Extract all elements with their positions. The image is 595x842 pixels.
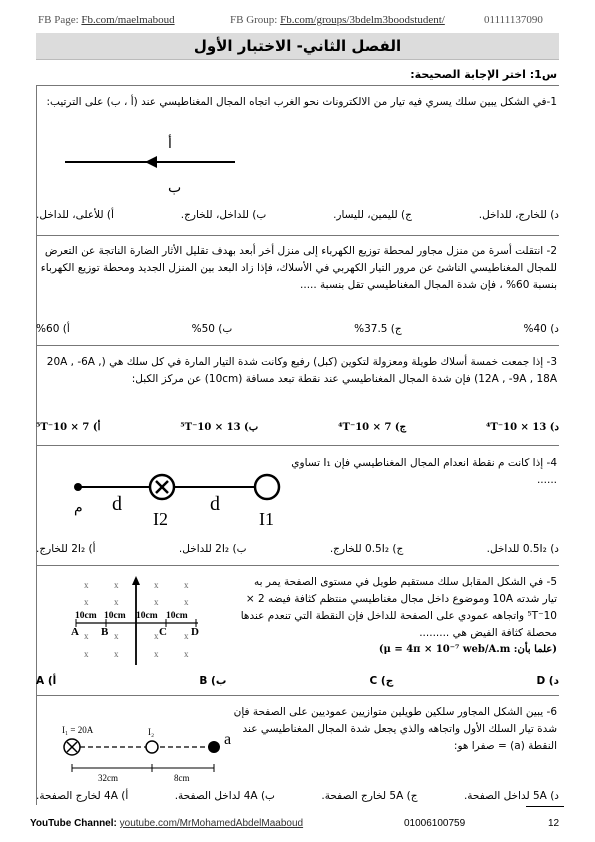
q3-option-b[interactable]: ب) 13 × 10⁻⁵T bbox=[180, 422, 259, 433]
q4-option-a[interactable]: أ) 2I₂ للخارج. bbox=[36, 543, 96, 555]
q6-dist2: 8cm bbox=[174, 773, 190, 783]
q6-label-i2: I₂ bbox=[148, 727, 155, 737]
fb-group-link[interactable]: Fb.com/groups/3bdelm3boodstudent/ bbox=[280, 14, 445, 26]
svg-text:x: x bbox=[184, 580, 189, 590]
q5-options bbox=[36, 675, 559, 687]
q6-dist1: 32cm bbox=[98, 773, 118, 783]
q4-label-d2: d bbox=[210, 493, 220, 515]
wire-i2-icon bbox=[146, 741, 158, 753]
footer-phone: 01006100759 bbox=[404, 818, 466, 829]
q3-option-a[interactable]: أ) 7 × 10⁻⁵T bbox=[36, 422, 101, 433]
svg-text:x: x bbox=[154, 580, 159, 590]
page-title: الفصل الثاني- الاختبار الأول bbox=[193, 37, 402, 55]
title-bar bbox=[36, 33, 559, 60]
page-number: 12 bbox=[548, 818, 560, 829]
q6-label-a: a bbox=[224, 731, 232, 748]
svg-text:x: x bbox=[184, 597, 189, 607]
svg-text:A: A bbox=[71, 626, 79, 638]
svg-text:10cm: 10cm bbox=[104, 611, 126, 621]
fb-page-link[interactable]: Fb.com/maelmaboud bbox=[81, 14, 175, 26]
svg-text:10cm: 10cm bbox=[75, 611, 97, 621]
svg-text:C: C bbox=[159, 626, 167, 638]
separator bbox=[36, 445, 559, 446]
q4-option-b[interactable]: ب) 2I₂ للداخل. bbox=[178, 543, 247, 555]
svg-text:D: D bbox=[191, 626, 199, 638]
separator bbox=[36, 85, 559, 86]
q3-option-d[interactable]: د) 13 × 10⁻⁴T bbox=[486, 422, 559, 433]
svg-text:B: B bbox=[101, 626, 109, 638]
q1-options bbox=[36, 209, 559, 221]
arrow-up-icon bbox=[132, 576, 140, 585]
q4-text: 4- إذا كانت م نقطة انعدام المجال المغناطيسي فإن I₁ تساوي ...... bbox=[291, 457, 557, 486]
q4-label-i2: I2 bbox=[153, 509, 168, 529]
q5-diagram bbox=[68, 573, 228, 668]
svg-text:x: x bbox=[154, 649, 159, 659]
q2-option-a[interactable]: أ) 60% bbox=[36, 323, 70, 335]
q2-option-d[interactable]: د) 40% bbox=[523, 323, 559, 335]
youtube-channel: YouTube Channel: youtube.com/MrMohamedAbdelMaaboud bbox=[30, 818, 304, 829]
q1-label-b: ب bbox=[168, 181, 182, 196]
q6-option-a[interactable]: أ) 4A لخارج الصفحة. bbox=[36, 790, 129, 802]
q4-option-c[interactable]: ج) 0.5I₂ للخارج. bbox=[329, 543, 404, 555]
q4-options bbox=[36, 543, 559, 555]
q5-points bbox=[71, 626, 199, 638]
q1-option-d[interactable]: د) للخارج، للداخل. bbox=[478, 209, 559, 221]
q6-option-b[interactable]: ب) 4A لداخل الصفحة. bbox=[174, 790, 275, 802]
q1-option-c[interactable]: ج) لليمين، لليسار. bbox=[333, 209, 412, 221]
svg-text:10cm: 10cm bbox=[136, 611, 158, 621]
q4-label-m: م bbox=[74, 501, 83, 516]
svg-text:x: x bbox=[184, 649, 189, 659]
point-m bbox=[74, 483, 82, 491]
q4-option-d[interactable]: د) 0.5I₂ للداخل. bbox=[486, 543, 559, 555]
separator bbox=[36, 345, 559, 346]
q6-options bbox=[36, 790, 559, 802]
q6-option-d[interactable]: د) 5A لداخل الصفحة. bbox=[463, 790, 559, 802]
q5-option-c[interactable]: ج) C bbox=[369, 675, 394, 687]
svg-text:10cm: 10cm bbox=[166, 611, 188, 621]
svg-text:x: x bbox=[114, 597, 119, 607]
section-heading: س1: اختر الإجابة الصحيحة: bbox=[410, 68, 557, 81]
q3-text: 3- إذا جمعت خمسة أسلاك طويلة ومعزولة لتكوين (كبل) رفيع وكانت شدة التيار المارة في كل سلك هي (20A , -6A , 12A , -9A , 18A) فإن شدة المجال المغناطيسي عند نقطة تبعد مسافة (10cm) عن مركز الكبل: bbox=[46, 356, 557, 385]
svg-text:x: x bbox=[154, 597, 159, 607]
svg-text:x: x bbox=[114, 649, 119, 659]
q1-option-a[interactable]: أ) للأعلى، للداخل. bbox=[36, 209, 114, 221]
q2-option-b[interactable]: ب) 50% bbox=[191, 323, 233, 335]
q2-option-c[interactable]: ج) 37.5% bbox=[354, 323, 402, 335]
point-a bbox=[208, 741, 220, 753]
svg-text:x: x bbox=[84, 580, 89, 590]
q1-label-a: أ bbox=[168, 137, 172, 152]
q5-option-d[interactable]: د) D bbox=[536, 675, 559, 687]
q4-label-i1: I1 bbox=[259, 509, 274, 529]
q1-diagram bbox=[60, 130, 250, 200]
page-number-rule bbox=[526, 806, 564, 807]
svg-text:x: x bbox=[84, 649, 89, 659]
wire-i1-icon bbox=[255, 475, 279, 499]
q6-diagram bbox=[48, 722, 243, 784]
left-rule bbox=[36, 695, 37, 805]
header-phone: 01111137090 bbox=[484, 14, 543, 26]
q6-label-i1: I₁ = 20A bbox=[62, 725, 94, 735]
q5-note: (علما بأن: μ = 4π × 10⁻⁷ web/A.m) bbox=[378, 644, 557, 655]
q5-text: 5- في الشكل المقابل سلك مستقيم طويل في مستوى الصفحة يمر به تيار شدته 10A وموضوع داخل مجال مغناطيسي منتظم كثافة فيضه 2 × 10⁻⁵T واتجاهه عمودي على الصفحة للداخل فإن النقطة التي تنعدم عندها محصلة كثافة الفيض هي ......... bbox=[240, 576, 557, 639]
separator bbox=[36, 565, 559, 566]
youtube-link[interactable]: youtube.com/MrMohamedAbdelMaaboud bbox=[119, 818, 304, 829]
q2-options bbox=[36, 323, 559, 335]
q5-distances bbox=[75, 611, 188, 621]
q1-option-b[interactable]: ب) للداخل، للخارج. bbox=[180, 209, 267, 221]
arrow-left-icon bbox=[145, 156, 157, 168]
fb-group: FB Group: Fb.com/groups/3bdelm3boodstudent/ bbox=[230, 14, 445, 26]
separator bbox=[36, 695, 559, 696]
q4-diagram bbox=[60, 470, 300, 530]
svg-text:x: x bbox=[114, 580, 119, 590]
fb-page: FB Page: Fb.com/maelmaboud bbox=[38, 14, 175, 26]
svg-text:x: x bbox=[84, 597, 89, 607]
q6-text: 6- يبين الشكل المجاور سلكين طويلين متوازيين عموديين على الصفحة فإن شدة تيار السلك الأول واتجاهه والذي يجعل شدة المجال المغناطيسي عند النقطة (a) = صفرا هو: bbox=[233, 706, 557, 752]
svg-text:x: x bbox=[184, 631, 189, 641]
q5-option-b[interactable]: ب) B bbox=[199, 675, 227, 687]
q1-text: 1-في الشكل يبين سلك يسري فيه تيار من الالكترونات نحو الغرب اتجاه المجال المغناطيسي عند (أ ، ب) على الترتيب: bbox=[46, 96, 557, 108]
svg-text:x: x bbox=[84, 631, 89, 641]
q3-options bbox=[36, 422, 559, 433]
svg-text:x: x bbox=[114, 631, 119, 641]
separator bbox=[36, 235, 559, 236]
q4-label-d1: d bbox=[112, 493, 122, 515]
q6-option-c[interactable]: ج) 5A لخارج الصفحة. bbox=[321, 790, 418, 802]
q2-text: 2- انتقلت أسرة من منزل مجاور لمحطة توزيع الكهرباء إلى منزل أخر أبعد بهدف تقليل الأثار الضارة الناتجة عن التعرض للمجال المغناطيسي الناشئ عن مرور التيار الكهربي في الأسلاك، فإذا زاد البعد بين المنزل الجديد ومحطة توزيع الكهرباء بنسبة 60% ، فإن شدة المجال المغناطيسي تقل بنسبة ..... bbox=[40, 245, 557, 291]
svg-text:x: x bbox=[154, 631, 159, 641]
q3-option-c[interactable]: ج) 7 × 10⁻⁴T bbox=[338, 422, 407, 433]
q5-option-a[interactable]: أ) A bbox=[36, 675, 57, 687]
